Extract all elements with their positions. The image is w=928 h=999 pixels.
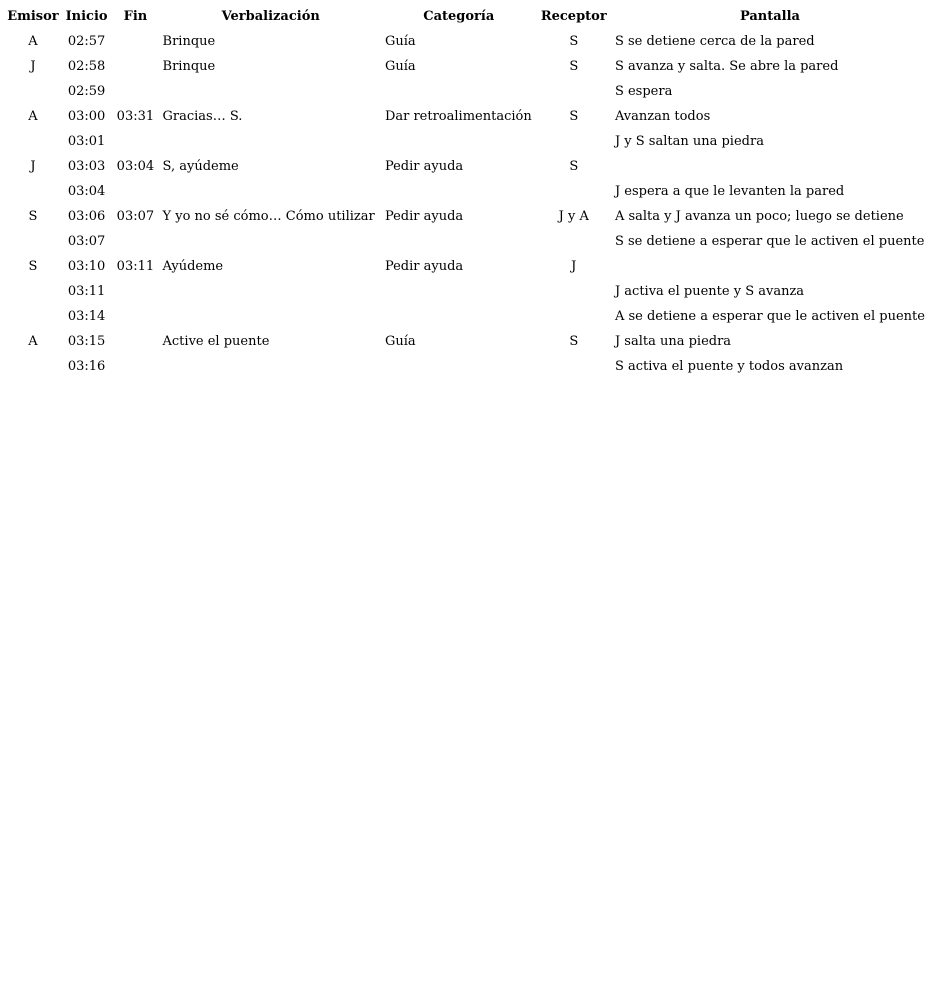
table-row (4, 179, 928, 204)
cell-fin: 03:11 (116, 259, 155, 274)
cell-categoria: Guía (384, 334, 416, 349)
cell-emisor (4, 279, 62, 304)
cell-verbalizacion (160, 229, 382, 254)
cell-inicio: 03:11 (67, 284, 106, 299)
cell-categoria (382, 129, 536, 154)
cell-fin (111, 279, 159, 304)
cell-categoria (382, 304, 536, 329)
cell-verbalizacion (160, 79, 382, 104)
cell-inicio: 03:14 (67, 309, 106, 324)
cell-emisor: J (30, 159, 36, 174)
table-row (4, 279, 928, 304)
cell-receptor (536, 79, 612, 104)
cell-verbalizacion (160, 129, 382, 154)
cell-inicio: 03:07 (67, 234, 106, 249)
cell-receptor (536, 179, 612, 204)
cell-verbalizacion: S, ayúdeme (162, 159, 239, 174)
cell-receptor (536, 304, 612, 329)
table-row (4, 104, 928, 129)
cell-emisor: J (30, 59, 36, 74)
cell-verbalizacion (160, 354, 382, 379)
cell-categoria (382, 179, 536, 204)
cell-verbalizacion (160, 304, 382, 329)
table-body (4, 29, 928, 379)
cell-fin (111, 79, 159, 104)
cell-fin (111, 304, 159, 329)
cell-inicio: 02:59 (67, 84, 106, 99)
cell-receptor: S (569, 59, 579, 74)
cell-categoria (382, 79, 536, 104)
table-row (4, 129, 928, 154)
cell-emisor: S (28, 209, 38, 224)
cell-pantalla: A salta y J avanza un poco; luego se detiene (614, 209, 904, 224)
cell-categoria: Pedir ayuda (384, 209, 464, 224)
cell-categoria (382, 229, 536, 254)
table-row (4, 79, 928, 104)
cell-pantalla: S activa el puente y todos avanzan (614, 359, 844, 374)
cell-inicio: 03:15 (67, 334, 106, 349)
cell-categoria: Pedir ayuda (384, 159, 464, 174)
cell-categoria: Dar retroalimentación (384, 109, 532, 124)
cell-pantalla: S se detiene a esperar que le activen el puente (614, 234, 925, 249)
cell-emisor (4, 79, 62, 104)
cell-verbalizacion: Brinque (162, 59, 216, 74)
table-row (4, 54, 928, 79)
header-fin: Fin (123, 9, 148, 24)
cell-pantalla: J y S saltan una piedra (614, 134, 764, 149)
cell-categoria (382, 354, 536, 379)
cell-pantalla (612, 154, 928, 179)
cell-fin (111, 129, 159, 154)
cell-receptor: S (569, 109, 579, 124)
cell-pantalla: J activa el puente y S avanza (614, 284, 805, 299)
cell-inicio: 03:03 (67, 159, 106, 174)
cell-pantalla: J salta una piedra (614, 334, 732, 349)
cell-categoria: Guía (384, 34, 416, 49)
cell-verbalizacion: Brinque (162, 34, 216, 49)
table-row (4, 254, 928, 279)
cell-pantalla: J espera a que le levanten la pared (614, 184, 845, 199)
header-row (4, 4, 928, 29)
cell-fin (111, 29, 159, 54)
cell-verbalizacion: Gracias… S. (162, 109, 243, 124)
cell-inicio: 03:16 (67, 359, 106, 374)
cell-fin (111, 54, 159, 79)
cell-pantalla: S espera (614, 84, 673, 99)
cell-inicio: 03:06 (67, 209, 106, 224)
cell-receptor: J y A (558, 209, 589, 224)
cell-categoria: Pedir ayuda (384, 259, 464, 274)
cell-categoria: Guía (384, 59, 416, 74)
cell-verbalizacion: Active el puente (162, 334, 270, 349)
cell-verbalizacion (160, 179, 382, 204)
cell-emisor: A (28, 334, 38, 349)
cell-emisor (4, 129, 62, 154)
cell-pantalla: S se detiene cerca de la pared (614, 34, 815, 49)
table-row (4, 154, 928, 179)
cell-emisor (4, 179, 62, 204)
cell-receptor: S (569, 334, 579, 349)
header-emisor: Emisor (7, 9, 59, 24)
cell-inicio: 03:04 (67, 184, 106, 199)
cell-fin: 03:04 (116, 159, 155, 174)
cell-inicio: 03:01 (67, 134, 106, 149)
cell-receptor (536, 129, 612, 154)
table-row (4, 29, 928, 54)
cell-emisor: A (28, 109, 38, 124)
header-inicio: Inicio (65, 9, 108, 24)
cell-pantalla (612, 254, 928, 279)
cell-fin (111, 229, 159, 254)
cell-inicio: 02:57 (67, 34, 106, 49)
cell-pantalla: Avanzan todos (614, 109, 711, 124)
cell-fin: 03:31 (116, 109, 155, 124)
cell-emisor: S (28, 259, 38, 274)
cell-receptor (536, 229, 612, 254)
cell-receptor: S (569, 34, 579, 49)
cell-emisor (4, 229, 62, 254)
cell-categoria (382, 279, 536, 304)
cell-inicio: 02:58 (67, 59, 106, 74)
cell-inicio: 03:10 (67, 259, 106, 274)
cell-emisor: A (28, 34, 38, 49)
cell-verbalizacion (160, 279, 382, 304)
table-row (4, 304, 928, 329)
cell-pantalla: S avanza y salta. Se abre la pared (614, 59, 839, 74)
cell-fin (111, 179, 159, 204)
cell-receptor (536, 354, 612, 379)
table-row (4, 354, 928, 379)
cell-emisor (4, 354, 62, 379)
transcript-table (4, 4, 928, 379)
cell-verbalizacion: Ayúdeme (162, 259, 224, 274)
cell-fin (111, 329, 159, 354)
header-verbalizacion: Verbalización (221, 9, 320, 24)
cell-fin: 03:07 (116, 209, 155, 224)
table-row (4, 229, 928, 254)
cell-receptor: J (571, 259, 577, 274)
cell-receptor (536, 279, 612, 304)
table-row (4, 329, 928, 354)
cell-receptor: S (569, 159, 579, 174)
table-row (4, 204, 928, 229)
cell-verbalizacion: Y yo no sé cómo… Cómo utilizar (162, 209, 375, 224)
cell-pantalla: A se detiene a esperar que le activen el puente (614, 309, 925, 324)
cell-emisor (4, 304, 62, 329)
header-receptor: Receptor (540, 9, 607, 24)
header-pantalla: Pantalla (739, 9, 800, 24)
cell-fin (111, 354, 159, 379)
cell-inicio: 03:00 (67, 109, 106, 124)
header-categoria: Categoría (423, 9, 495, 24)
